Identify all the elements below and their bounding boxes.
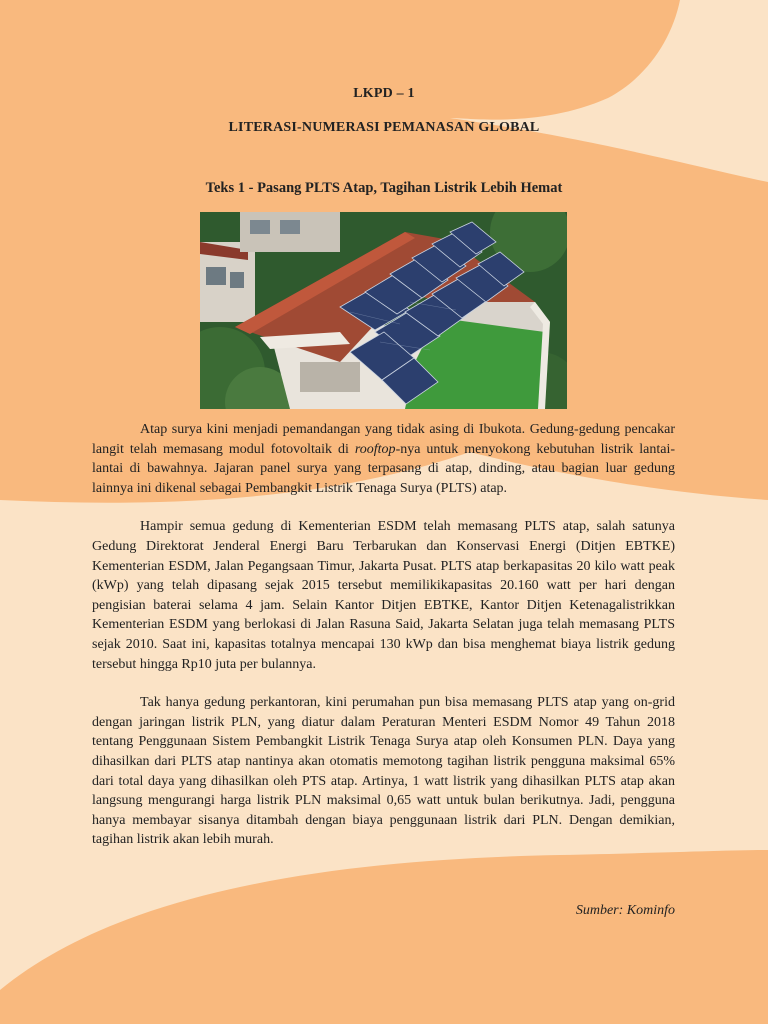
source-citation: Sumber: Kominfo xyxy=(575,903,675,918)
rooftop-solar-panels-photo xyxy=(200,212,567,409)
article-body xyxy=(92,420,675,869)
worksheet-code: LKPD – 1 xyxy=(353,86,415,101)
worksheet-subject: LITERASI-NUMERASI PEMANASAN GLOBAL xyxy=(228,120,540,135)
paragraph-2: Hampir semua gedung di Kementerian ESDM telah memasang PLTS atap, salah satunya Gedung Direktorat Jenderal Energi Baru Terbarukan dan Konservasi Energi (Ditjen EBTKE) Kementerian ESDM, Jalan Pegangsaan Timur, Jakarta Pusat. PLTS atap berkapasitas 20 kilo watt peak (kWp) yang telah dipasang sejak 2015 tersebut memilikikapasitas 20.160 watt per hari dengan pengisian baterai selama 4 jam. Selain Kantor Ditjen EBTKE, Kantor Ditjen Ketenagalistrikkan Kementerian ESDM yang berlokasi di Jalan Rasuna Said, Jakarta Selatan juga telah memasang PLTS sejak 2010. Saat ini, kapasitas totalnya mencapai 130 kWp dan bisa menghemat biaya listrik gedung tersebut hingga Rp10 juta per bulannya. xyxy=(92,519,675,672)
paragraph-1 xyxy=(92,420,675,498)
paragraph-1-text-b: -nya untuk menyokong kebutuhan listrik lantai-lantai di bawahnya. Jajaran panel surya yang terpasang di atap, dinding, atau bagian luar gedung lainnya ini dikenal sebagai Pembangkit Listrik Tenaga Surya (PLTS) atap. xyxy=(92,441,675,496)
paragraph-1-italic-term: rooftop xyxy=(354,441,396,457)
paragraph-3: Tak hanya gedung perkantoran, kini perumahan pun bisa memasang PLTS atap yang on-grid dengan jaringan listrik PLN, yang diatur dalam Peraturan Menteri ESDM Nomor 49 Tahun 2018 tentang Penggunaan Sistem Pembangkit Listrik Tenaga Surya atap oleh Konsumen PLN. Daya yang dihasilkan dari PLTS atap nantinya akan otomatis memotong tagihan listrik pengguna maksimal 65% dari total daya yang dihasilkan oleh PTS atap. Artinya, 1 watt listrik yang dihasilkan PLTS atap akan langsung mengurangi harga listrik PLN maksimal 0,65 watt untuk bulan berikutnya. Jadi, pengguna hanya membayar sisanya ditambah dengan biaya penggunaan listrik dari PLN. Dengan demikian, tagihan listrik akan lebih murah. xyxy=(92,695,675,848)
paragraph-1-text-a: Atap surya kini menjadi pemandangan yang tidak asing di Ibukota. Gedung-gedung pencakar langit telah memasang modul fotovoltaik di xyxy=(92,422,675,457)
article-title: Teks 1 - Pasang PLTS Atap, Tagihan Listrik Lebih Hemat xyxy=(205,180,563,196)
